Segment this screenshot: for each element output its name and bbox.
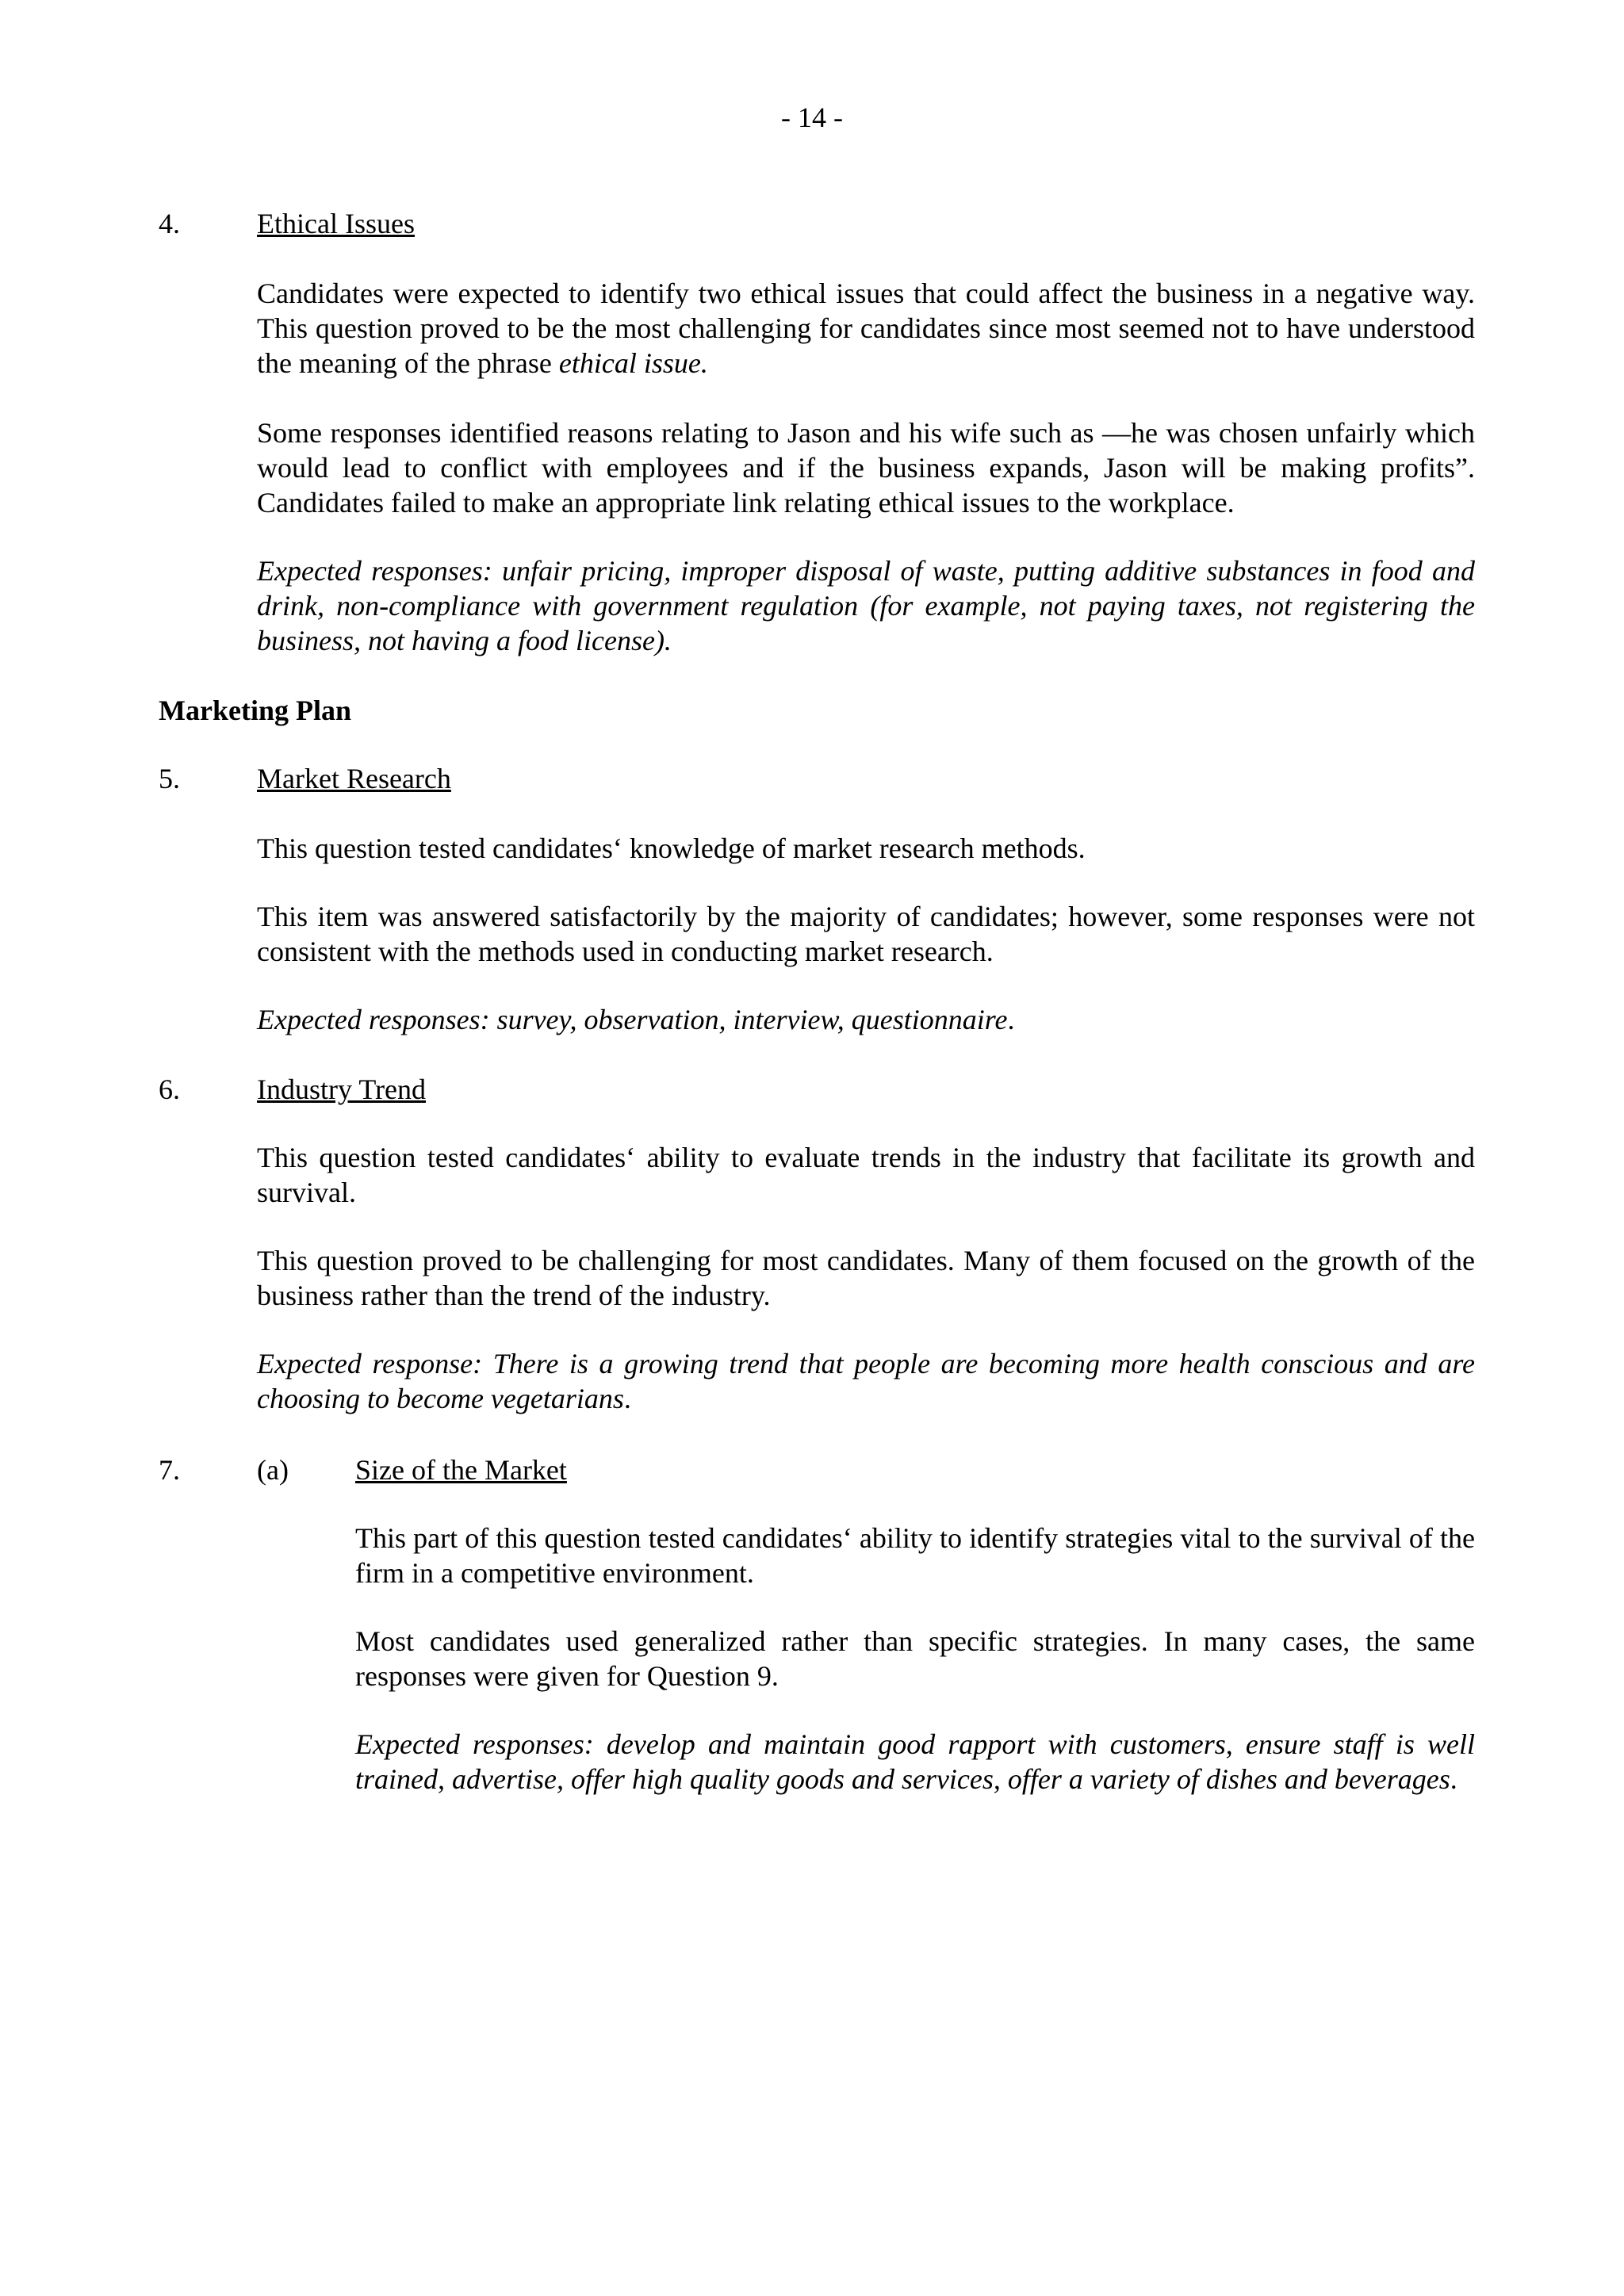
section-6-paragraph-1: This question tested candidates‘ ability to evaluate trends in the industry that facilitate its growth and survival. [257, 1142, 1475, 1208]
section-4-paragraph-1-italic: ethical issue. [558, 347, 708, 379]
page-number: - 14 - [781, 101, 843, 133]
section-5-expected-italic: Expected responses: survey, observation, interview, questionnaire [257, 1004, 1008, 1035]
section-7-paragraph-1: This part of this question tested candidates‘ ability to identify strategies vital to the survival of the firm in a competitive environment. [355, 1522, 1475, 1589]
section-4-paragraph-1-text: Candidates were expected to identify two ethical issues that could affect the business in a negative way. This question proved to be the most challenging for candidates since most seemed not to have understood the meaning of the phrase [257, 277, 1475, 379]
section-7-expected-italic: Expected responses: develop and maintain good rapport with customers, ensure staff is well trained, advertise, offer high quality goods and services, offer a variety of dishes and beverages [355, 1728, 1475, 1795]
section-5-expected-period: . [1007, 1004, 1015, 1035]
section-4-paragraph-2: Some responses identified reasons relating to Jason and his wife such as ―he was chosen unfairly which would lead to conflict with employees and if the business expands, Jason will be making profits”. Candidates failed to make an appropriate link relating ethical issues to the workplace. [257, 417, 1475, 519]
marketing-plan-heading: Marketing Plan [159, 695, 351, 726]
section-6-title: Industry Trend [257, 1073, 427, 1105]
section-4-number: 4. [159, 208, 180, 239]
section-5-paragraph-2: This item was answered satisfactorily by the majority of candidates; however, some responses were not consistent with the methods used in conducting market research. [257, 901, 1475, 967]
section-4-expected-responses: Expected responses: unfair pricing, improper disposal of waste, putting additive substances in food and drink, non-compliance with government regulation (for example, not paying taxes, not registering the business, not having a food license). [257, 555, 1475, 656]
section-5-expected-responses [257, 1002, 1475, 1037]
section-5-paragraph-1: This question tested candidates‘ knowledge of market research methods. [257, 832, 1086, 864]
section-6-paragraph-2: This question proved to be challenging for most candidates. Many of them focused on the growth of the business rather than the trend of the industry. [257, 1245, 1475, 1311]
section-4-title: Ethical Issues [257, 208, 415, 239]
section-7-number: 7. [159, 1454, 180, 1486]
section-6-expected-responses [257, 1346, 1475, 1416]
section-6-expected-period: . [623, 1383, 631, 1414]
section-7-paragraph-2: Most candidates used generalized rather than specific strategies. In many cases, the same responses were given for Question 9. [355, 1625, 1475, 1692]
section-5-number: 5. [159, 763, 180, 794]
section-7-title: Size of the Market [355, 1454, 567, 1486]
section-6-expected-italic: Expected response: There is a growing trend that people are becoming more health conscious and are choosing to become vegetarians [257, 1348, 1475, 1414]
section-5-title: Market Research [257, 763, 451, 794]
section-6-number: 6. [159, 1073, 180, 1105]
section-4-paragraph-1 [257, 276, 1475, 381]
section-7-subpart-label: (a) [257, 1454, 289, 1486]
section-7-expected-responses [355, 1727, 1475, 1797]
section-7-expected-period: . [1450, 1763, 1457, 1795]
